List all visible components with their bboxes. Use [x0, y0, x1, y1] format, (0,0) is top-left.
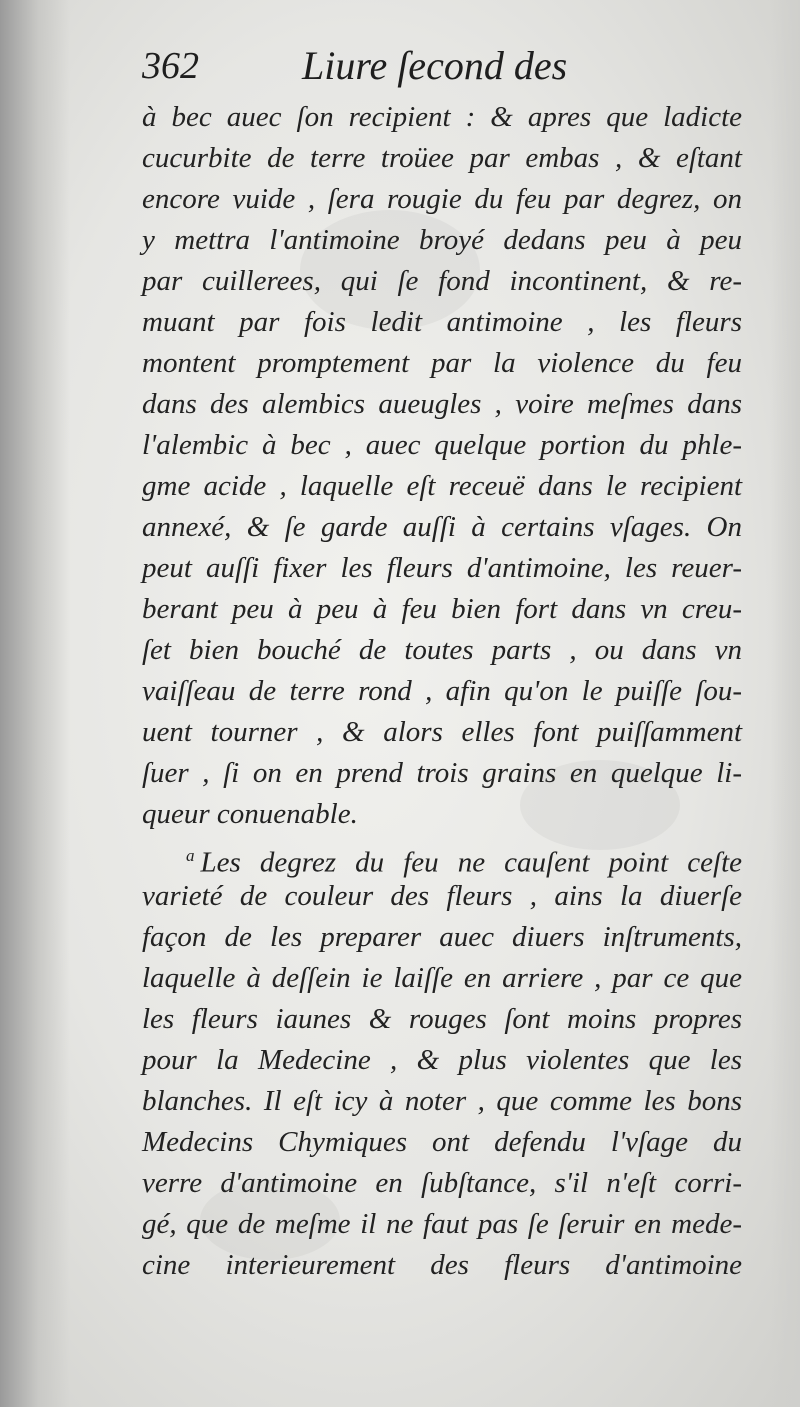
note-line: laquelle à deſſein ie laiſſe en arriere , par ce que: [142, 962, 742, 994]
body-text: [142, 97, 742, 1286]
note-line: varieté de couleur des fleurs , ains la diuerſe: [142, 880, 742, 912]
note-line: les fleurs iaunes & rouges ſont moins propres: [142, 1003, 742, 1035]
note-line-text: Les degrez du feu ne cauſent point ceſte: [200, 846, 742, 879]
text-line: gme acide , laquelle eſt receuë dans le recipient: [142, 470, 742, 502]
text-line: cucurbite de terre troüee par embas , & eſtant: [142, 142, 742, 174]
text-line: peut auſſi fixer les fleurs d'antimoine, les reuer-: [142, 552, 742, 584]
text-line: ſet bien bouché de toutes parts , ou dans vn: [142, 634, 742, 666]
text-line: encore vuide , ſera rougie du feu par degrez, on: [142, 183, 742, 215]
text-line: vaiſſeau de terre rond , afin qu'on le puiſſe ſou-: [142, 675, 742, 707]
text-line: muant par fois ledit antimoine , les fleurs: [142, 306, 742, 338]
page-header: [142, 38, 742, 94]
text-line: uent tourner , & alors elles font puiſſamment: [142, 716, 742, 748]
page-gutter-shadow: [0, 0, 70, 1407]
note-line: blanches. Il eſt icy à noter , que comme les bons: [142, 1085, 742, 1117]
text-line: berant peu à peu à feu bien fort dans vn creu-: [142, 593, 742, 625]
text-line: annexé, & ſe garde auſſi à certains vſages. On: [142, 511, 742, 543]
page-number: 362: [142, 45, 199, 87]
note-line: façon de les preparer auec diuers inſtruments,: [142, 921, 742, 953]
note-line: gé, que de meſme il ne faut pas ſe ſeruir en mede-: [142, 1208, 742, 1240]
note-line: cine interieurement des fleurs d'antimoine: [142, 1249, 742, 1281]
note-line: pour la Medecine , & plus violentes que les: [142, 1044, 742, 1076]
text-line: montent promptement par la violence du feu: [142, 347, 742, 379]
text-line: y mettra l'antimoine broyé dedans peu à peu: [142, 224, 742, 256]
text-line: queur conuenable.: [142, 798, 358, 830]
text-line: à bec auec ſon recipient : & apres que ladicte: [142, 101, 742, 133]
page-edge-shadow: [770, 0, 800, 1407]
text-line: dans des alembics aueugles , voire meſmes dans: [142, 388, 742, 420]
note-line: verre d'antimoine en ſubſtance, s'il n'eſt corri-: [142, 1167, 742, 1199]
note-marker: a: [186, 846, 195, 865]
text-line: l'alembic à bec , auec quelque portion du phle-: [142, 429, 742, 461]
note-line: Medecins Chymiques ont defendu l'vſage du: [142, 1126, 742, 1158]
note-first-line: [142, 835, 742, 879]
text-line: par cuillerees, qui ſe fond incontinent, & re-: [142, 265, 742, 297]
text-line: ſuer , ſi on en prend trois grains en quelque li-: [142, 757, 742, 789]
running-title: Liure ſecond des: [302, 43, 568, 88]
